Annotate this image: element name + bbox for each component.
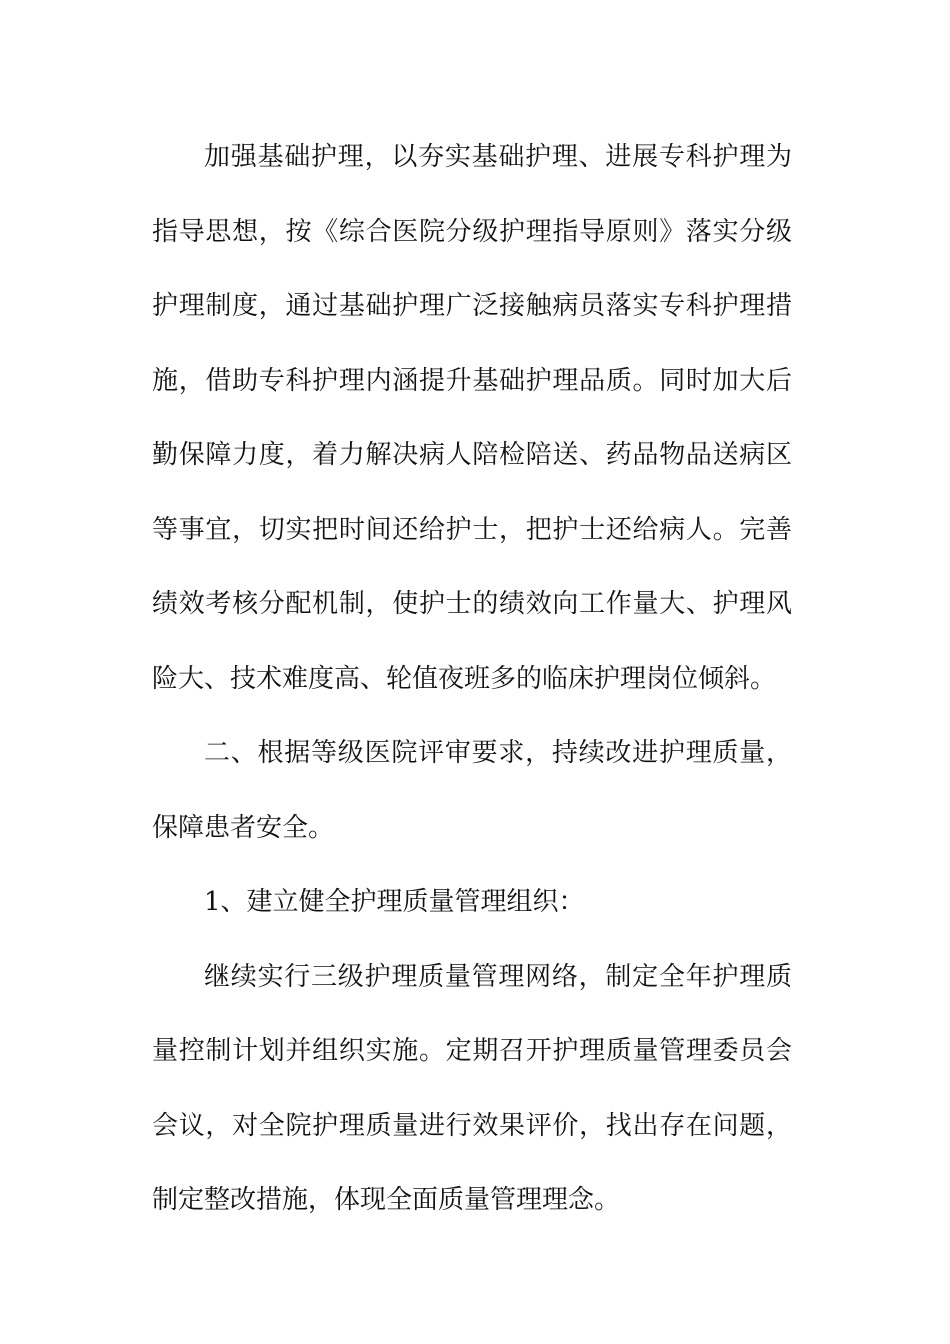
text-line: 度，着力解决病人陪检陪送、药品物品送病区等事宜，切 [152,440,792,545]
text-line: 继续实行三级护理质量管理网络，制定全年护理质量 [152,961,792,1066]
text-line: 障患者安全。 [178,812,335,843]
text-line: 机制，使护士的绩效向工作量大、护理风险大、技术难度 [152,589,792,694]
text-line: 助专科护理内涵提升基础护理品质。同时加大后勤保障力 [152,365,792,470]
text-line: 议，对全院护理质量进行效果评价，找出存在问题，制定 [152,1110,792,1215]
document-body [152,120,792,1238]
text-line: 制度，通过基础护理广泛接触病员落实专科护理措施，借 [152,291,792,396]
text-line: 二、根据等级医院评审要求，持续改进护理质量，保 [152,738,792,843]
item-heading-one [152,865,792,940]
text-line: 导思想，按《综合医院分级护理指导原则》落实分级护理 [152,216,792,321]
text-line: 加强基础护理，以夯实基础护理、进展专科护理为指 [152,142,792,247]
text-line: 1、建立健全护理质量管理组织： [204,887,585,917]
text-line: 实把时间还给护士，把护士还给病人。完善绩效考核分配 [152,514,792,619]
text-line: 整改措施，体现全面质量管理理念。 [204,1185,621,1215]
text-line: 高、轮值夜班多的临床护理岗位倾斜。 [334,663,777,694]
paragraph-basic-care [152,120,792,716]
text-line: 控制计划并组织实施。定期召开护理质量管理委员会会 [152,1036,792,1141]
section-heading-two [152,716,792,865]
paragraph-quality-network [152,940,792,1238]
